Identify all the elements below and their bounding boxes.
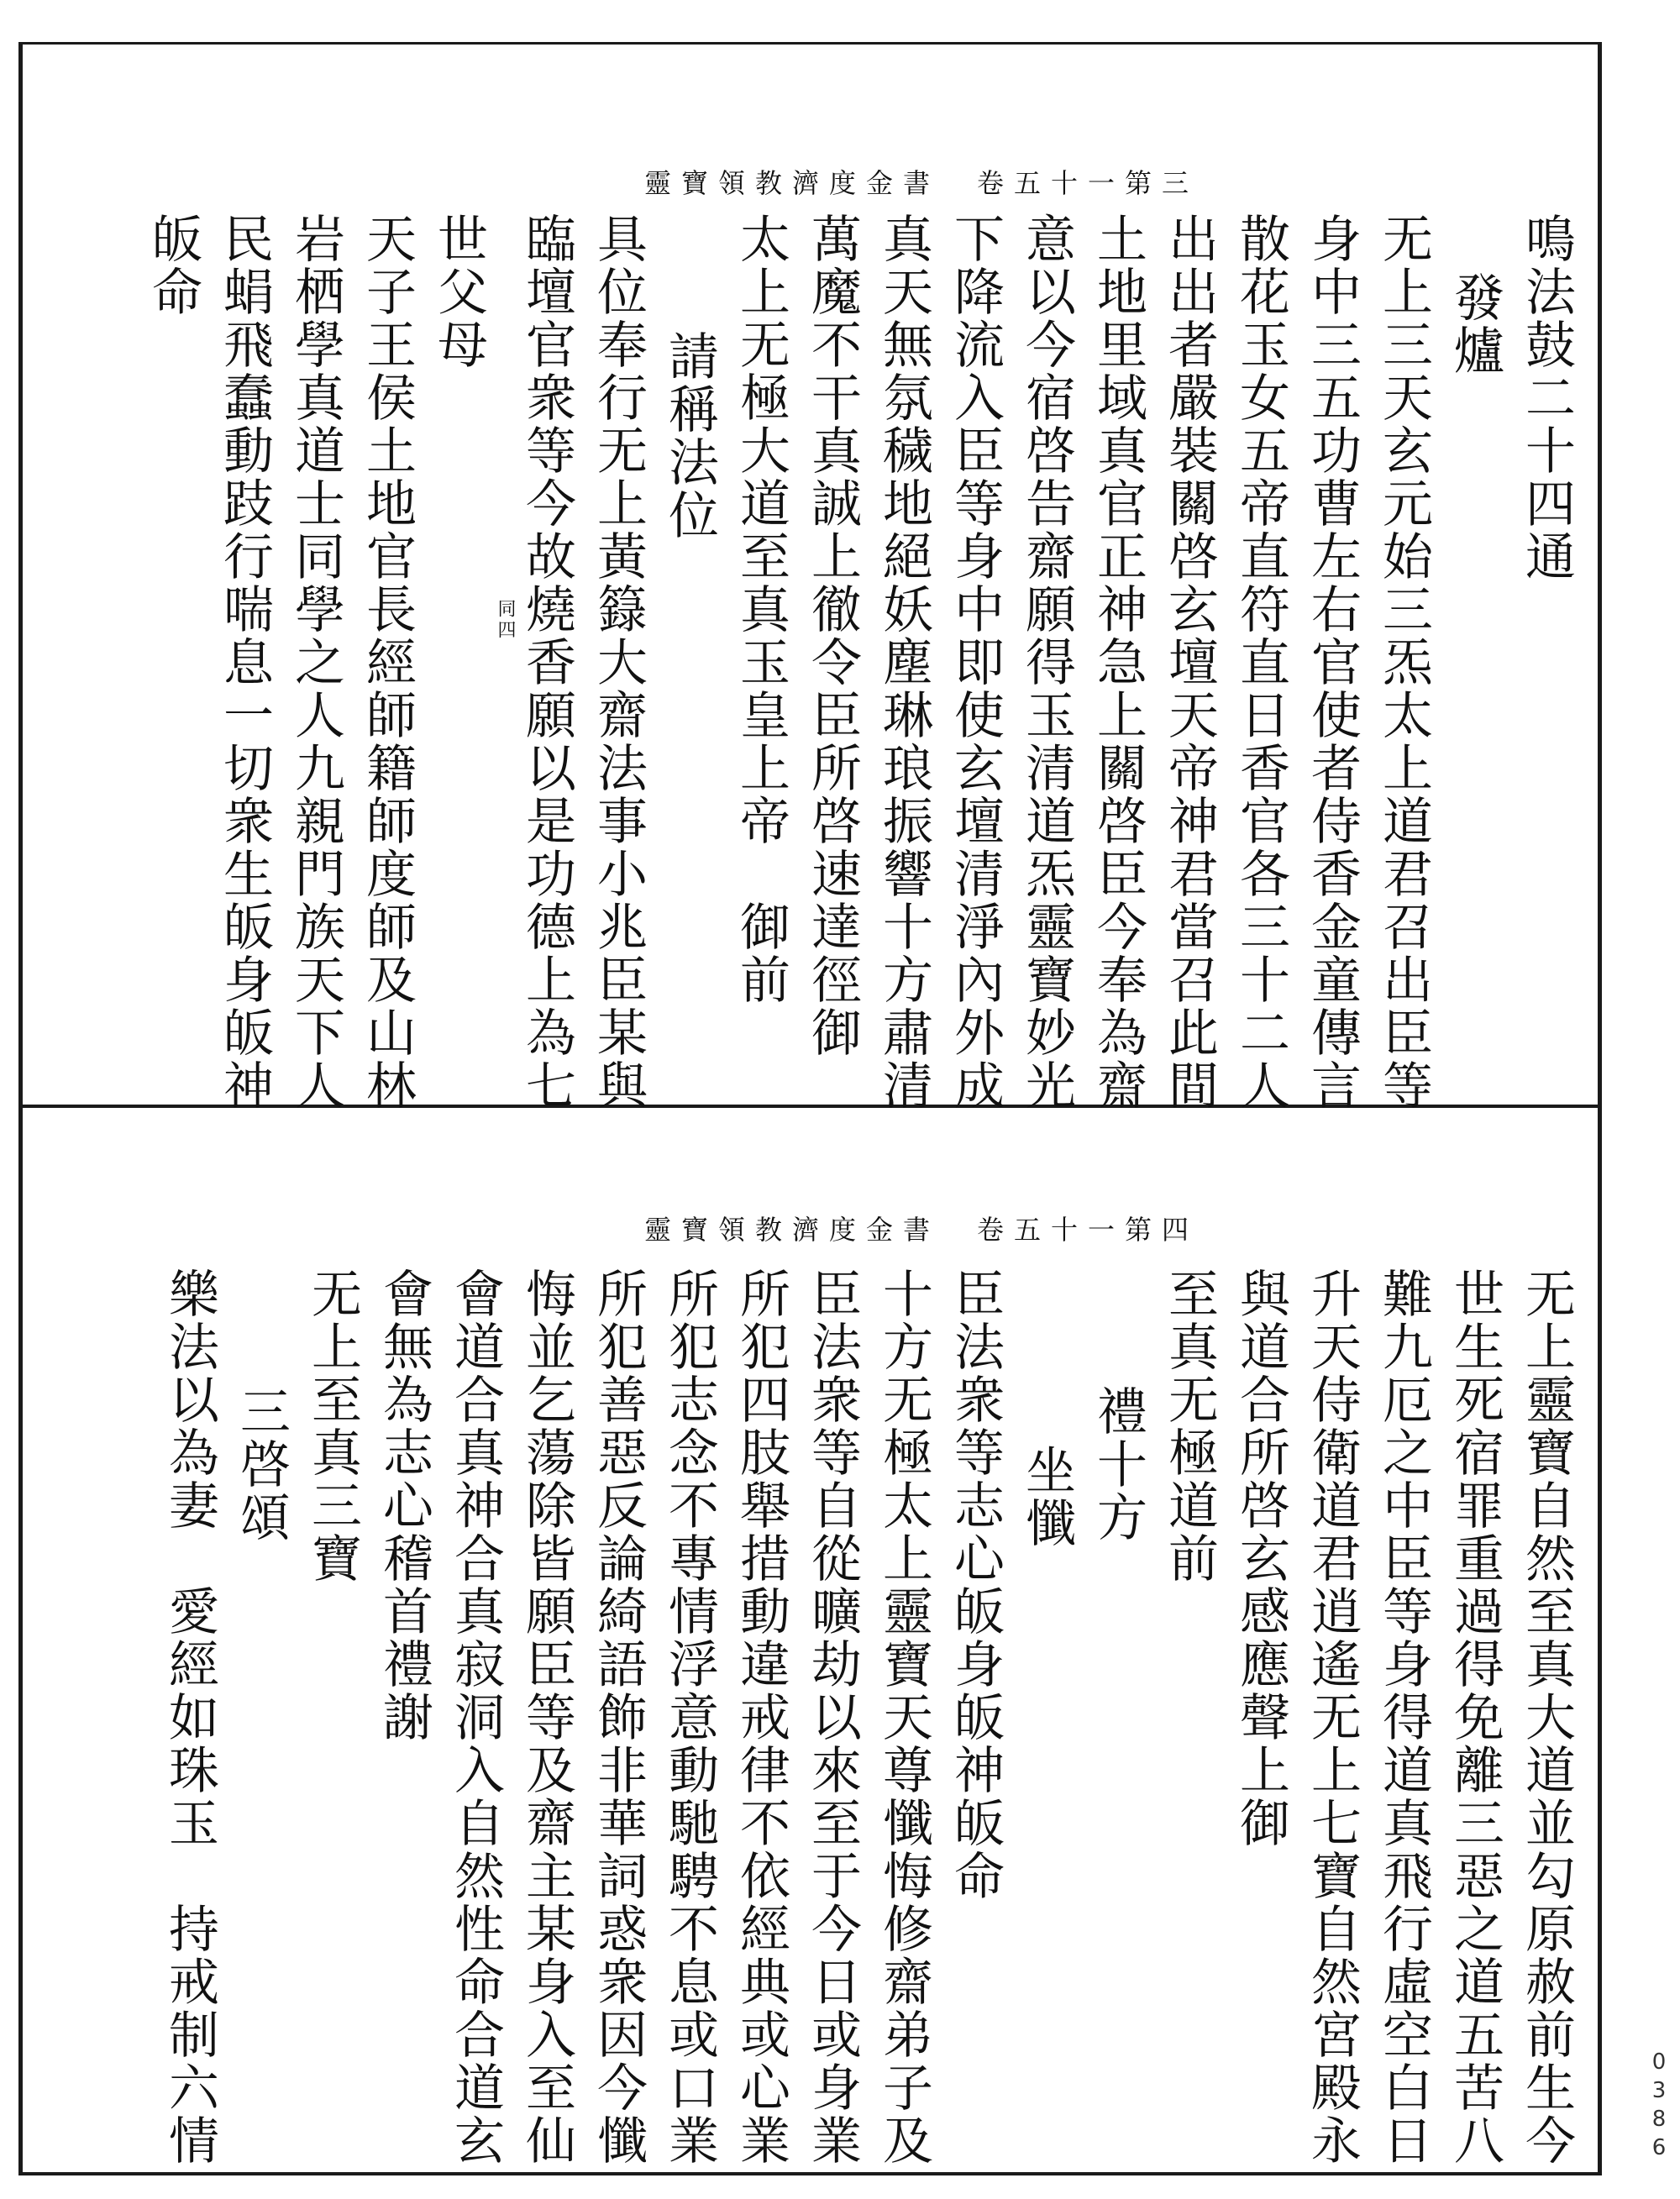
text-column: 出出者嚴裝關啓玄壇天帝神君當召此間 (1160, 213, 1219, 1112)
text-column: 无上至真三寶 (303, 1267, 362, 1585)
text-column: 世父母 (429, 213, 488, 371)
text-columns (48, 1267, 1585, 2167)
text-column: 民蜎飛蠢動跂行喘息一切衆生皈身皈神 (215, 213, 274, 1112)
running-head: 靈寶領教濟度金書 卷五十一第四 (643, 1214, 1199, 1246)
upper-page (23, 45, 1598, 1112)
text-column: 鳴法鼓二十四通 (1517, 213, 1576, 583)
text-column: 天子王侯土地官長經師籍師度師及山林 (358, 213, 417, 1112)
text-column: 難九厄之中臣等身得道真飛行虛空白日 (1374, 1267, 1433, 2167)
text-column: 皈命 (144, 213, 202, 318)
text-column: 請稱法位 (660, 330, 719, 542)
text-column: 散花玉女五帝直符直日香官各三十二人 (1231, 213, 1290, 1112)
text-column: 升天侍衛道君逍遙无上七寶自然宮殿永 (1303, 1267, 1362, 2167)
text-column: 身中三五功曹左右官使者侍香金童傳言 (1303, 213, 1362, 1112)
page-number: 0386 (1646, 2049, 1672, 2164)
text-column: 與道合所啓玄感應聲上御 (1231, 1267, 1290, 1850)
text-column: 下降流入臣等身中即使玄壇清淨內外成 (946, 213, 1005, 1112)
text-column: 所犯志念不專情浮意動馳騁不息或口業 (660, 1267, 719, 2167)
text-column: 十方无極太上靈寶天尊懺悔修齋弟子及 (874, 1267, 933, 2167)
text-column: 太上无極大道至真玉皇上帝 御前 (732, 213, 790, 1006)
text-column: 臨壇官衆等今故燒香願以是功德上為七 (517, 213, 576, 1112)
text-column: 坐懺 (1017, 1444, 1076, 1550)
text-column: 所犯善惡反論綺語飾非華詞惑衆因今懺 (589, 1267, 648, 2167)
text-column: 發爐 (1446, 271, 1504, 377)
text-column: 會道合真神合真寂洞入自然性命合道玄 (446, 1267, 505, 2167)
running-head: 靈寶領教濟度金書 卷五十一第三 (643, 167, 1199, 199)
text-column: 至真无極道前 (1160, 1267, 1219, 1585)
text-column: 三啓頌 (232, 1385, 291, 1544)
text-column: 无上三天玄元始三炁太上道君召出臣等 (1374, 213, 1433, 1112)
text-column: 意以今宿啓告齋願得玉清道炁靈寶妙光 (1017, 213, 1076, 1112)
text-column: 无上靈寶自然至真大道並勾原赦前生今 (1517, 1267, 1576, 2167)
text-column: 真天無氛穢地絕妖塵琳琅振響十方肅清 (874, 213, 933, 1112)
text-column: 悔並乞蕩除皆願臣等及齋主某身入至仙 (517, 1267, 576, 2167)
text-column: 岩栖學真道士同學之人九親門族天下人 (286, 213, 345, 1112)
small-annotation: 同四 (495, 599, 516, 641)
text-column: 萬魔不干真誠上徹令臣所啓速達徑御 (803, 213, 862, 1059)
text-column: 世生死宿罪重過得免離三惡之道五苦八 (1446, 1267, 1504, 2167)
text-column: 禮十方 (1089, 1385, 1147, 1544)
lower-page (23, 1108, 1598, 2172)
text-column: 土地里域真官正神急上關啓臣今奉為齋 (1089, 213, 1147, 1112)
text-column: 具位奉行无上黃籙大齋法事小兆臣某與 (589, 213, 648, 1112)
text-column: 會無為志心稽首禮謝 (375, 1267, 433, 1744)
text-columns (48, 213, 1585, 1112)
text-column: 樂法以為妻 愛經如珠玉 持戒制六情 (160, 1267, 219, 2167)
text-column: 臣法衆等自從曠劫以來至于今日或身業 (803, 1267, 862, 2167)
text-column: 臣法衆等志心皈身皈神皈命 (946, 1267, 1005, 1902)
text-column: 所犯四肢舉措動違戒律不依經典或心業 (732, 1267, 790, 2167)
